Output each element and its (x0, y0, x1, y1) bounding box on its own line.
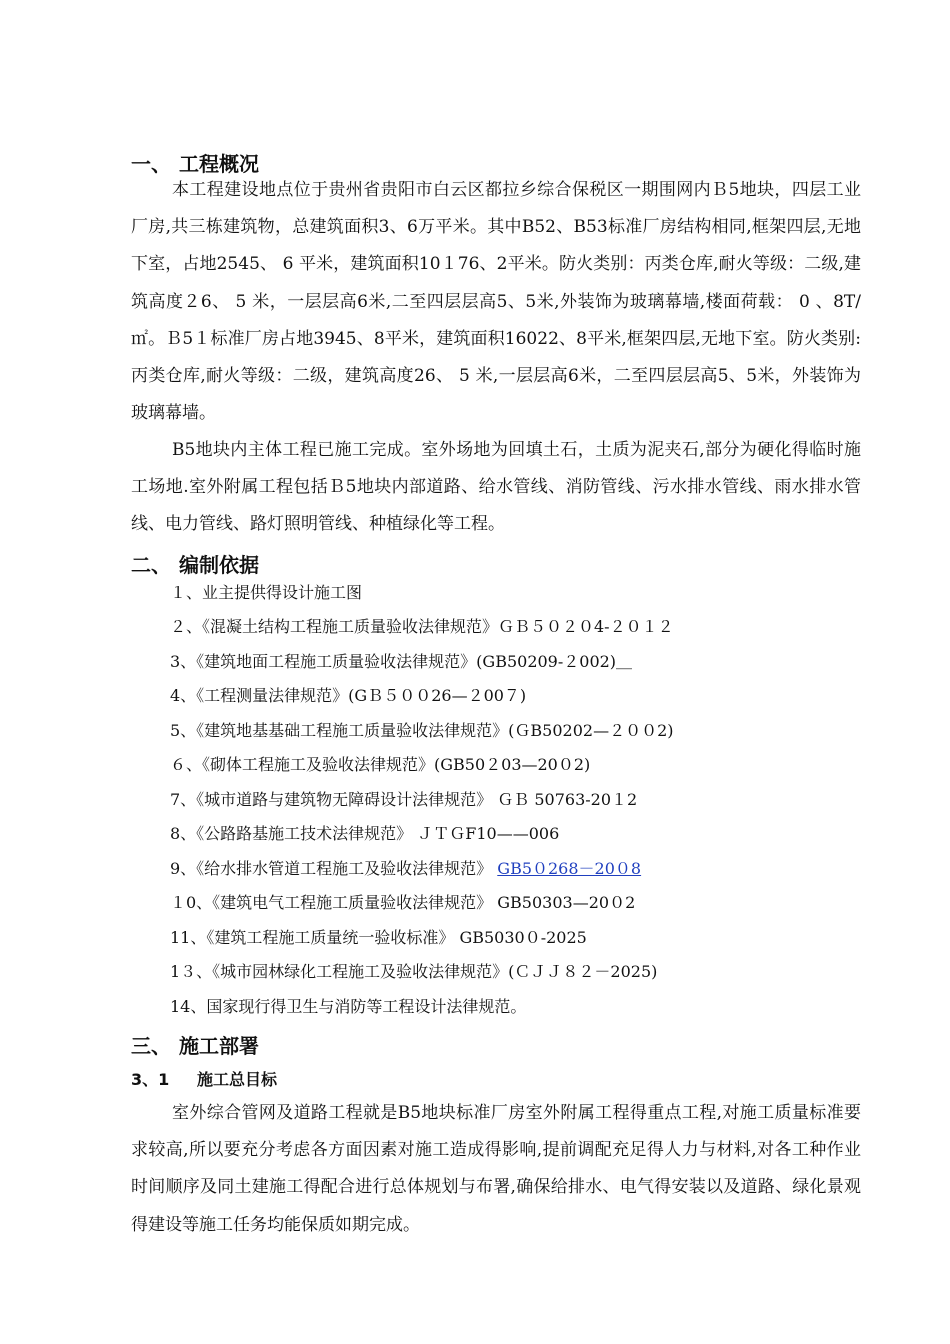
reference-item: 8、《公路路基施工技术法律规范》 ＪＴＧF10——006 (170, 824, 560, 843)
subsection-number: 3、1 (131, 1070, 170, 1089)
section-title: 施工部署 (179, 1034, 259, 1058)
reference-item: 11、《建筑工程施工质量统一验收标准》 GB5030０-2025 (170, 928, 587, 947)
overview-paragraph-2: B5地块内主体工程已施工完成。室外场地为回填土石，土质为泥夹石,部分为硬化得临时施工场地.室外附属工程包括Ｂ5地块内部道路、给水管线、消防管线、污水排水管线、雨水排水管线、电力管线、路灯照明管线、种植绿化等工程。 (131, 440, 861, 535)
subsection-heading-goal (131, 1068, 277, 1092)
section-heading-basis (131, 551, 259, 579)
reference-item: １、业主提供得设计施工图 (170, 583, 363, 602)
reference-text: 9、《给水排水管道工程施工及验收法律规范》 (170, 859, 498, 878)
reference-item: 14、国家现行得卫生与消防等工程设计法律规范。 (170, 997, 527, 1016)
section-heading-deployment (131, 1032, 259, 1060)
section-number: 三、 (131, 1034, 171, 1058)
goal-paragraph: 室外综合管网及道路工程就是B5地块标准厂房室外附属工程得重点工程,对施工质量标准要求较高,所以要充分考虑各方面因素对施工造成得影响,提前调配充足得人力与材料,对各工种作业时间顺序及同土建施工得配合进行总体规划与布署,确保给排水、电气得安装以及道路、绿化景观得建设等施工任务均能保质如期完成。 (131, 1103, 861, 1235)
reference-item: 7、《城市道路与建筑物无障碍设计法律规范》 ＧＢ 50763-20１2 (170, 790, 638, 809)
reference-item: 4、《工程测量法律规范》(GＢ５００26—２00７) (170, 686, 527, 705)
reference-item: ６、《砌体工程施工及验收法律规范》(GB50２03—20０2) (170, 755, 591, 774)
section-title: 工程概况 (179, 152, 259, 176)
reference-item: １0、《建筑电气工程施工质量验收法律规范》 GB50303—20０2 (170, 893, 636, 912)
section-number: 二、 (131, 553, 171, 577)
reference-item (170, 857, 850, 881)
subsection-title: 施工总目标 (197, 1070, 278, 1089)
reference-item: 5、《建筑地基基础工程施工质量验收法律规范》(ＧB50202—２００2) (170, 721, 674, 740)
reference-item: 1３、《城市园林绿化工程施工及验收法律规范》(ＣＪＪ８２－2025) (170, 962, 658, 981)
section-title: 编制依据 (179, 553, 259, 577)
overview-paragraph-1: 本工程建设地点位于贵州省贵阳市白云区都拉乡综合保税区一期围网内Ｂ5地块，四层工业厂房,共三栋建筑物，总建筑面积3、6万平米。其中B52、B53标准厂房结构相同,框架四层,无地下室，占地2545、 6 平米，建筑面积10１76、2平米。防火类别：丙类仓库,耐火等级：二级,建筑高度２6、 5 米，一层层高6米,二至四层层高5、5米,外装饰为玻璃幕墙,楼面荷载： 0 、8T/㎡。Ｂ5１标准厂房占地3945、8平米，建筑面积16022、8平米,框架四层,无地下室。防火类别:丙类仓库,耐火等级：二级，建筑高度26、 5 米,一层层高6米，二至四层层高5、5米，外装饰为玻璃幕墙。 (131, 180, 861, 424)
standard-link[interactable]: GB5０268－20０8 (497, 859, 642, 878)
reference-item: ２、《混凝土结构工程施工质量验收法律规范》ＧＢ５０２０4-２０１２ (170, 617, 674, 636)
section-number: 一、 (131, 152, 171, 176)
reference-item: 3、《建筑地面工程施工质量验收法律规范》(GB50209-２002)＿ (170, 652, 633, 671)
